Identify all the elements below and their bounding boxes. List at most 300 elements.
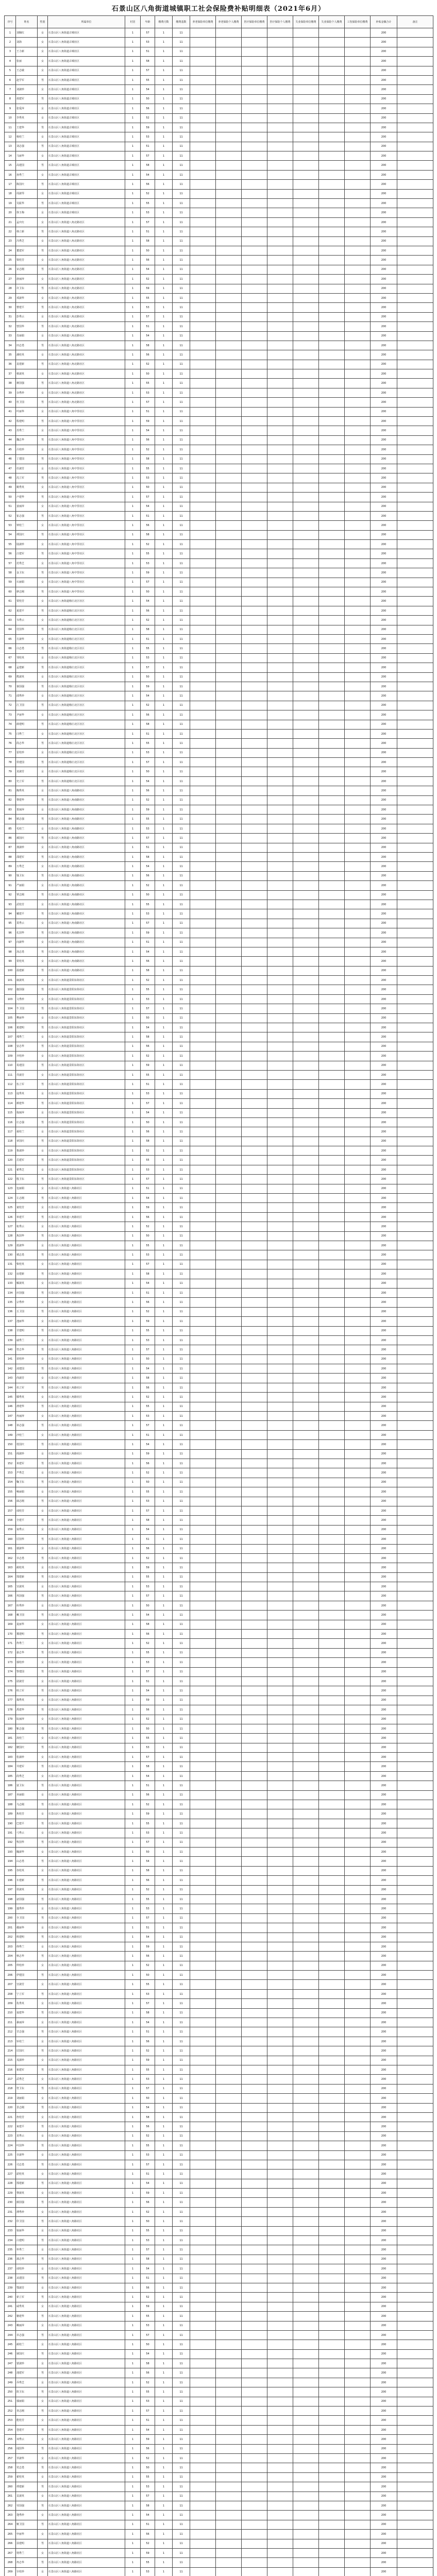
table-row xyxy=(5,1525,433,1534)
cell-unit: 石景山区八角街道八角路社区 xyxy=(48,1478,125,1487)
cell-medical-personal xyxy=(267,369,293,379)
cell-pay-months: 1 xyxy=(155,1676,173,1686)
cell-age: 56 xyxy=(141,1042,155,1051)
cell-injury xyxy=(345,1553,371,1563)
cell-village: 1 xyxy=(125,322,141,331)
cell-medical xyxy=(242,142,267,151)
cell-pension xyxy=(190,1421,216,1430)
cell-village: 1 xyxy=(125,2189,141,2198)
cell-subsidy-total: 200 xyxy=(371,758,397,767)
cell-village: 1 xyxy=(125,1563,141,1572)
cell-gender: 女 xyxy=(38,38,48,47)
cell-unemp-personal xyxy=(319,2283,345,2292)
cell-pension-personal xyxy=(216,2302,242,2311)
cell-pay-months: 1 xyxy=(155,625,173,634)
cell-base: 11 xyxy=(173,2236,190,2245)
cell-gender: 女 xyxy=(38,767,48,776)
cell-subsidy-total: 200 xyxy=(371,2236,397,2245)
cell-unit: 石景山区八角街道古城社区 xyxy=(48,170,125,179)
cell-village: 1 xyxy=(125,350,141,360)
cell-medical-personal xyxy=(267,1374,293,1383)
cell-pay-months: 1 xyxy=(155,1989,173,1998)
cell-unemp-personal xyxy=(319,852,345,861)
cell-village: 1 xyxy=(125,2416,141,2425)
cell-seq: 99 xyxy=(5,957,16,966)
cell-unit: 石景山区八角街道八角路社区 xyxy=(48,2293,125,2302)
cell-base: 11 xyxy=(173,578,190,587)
cell-unemployment xyxy=(293,795,319,805)
cell-pension-personal xyxy=(216,1667,242,1676)
cell-medical xyxy=(242,454,267,464)
cell-remark xyxy=(397,1980,433,1989)
cell-base: 11 xyxy=(173,1374,190,1383)
cell-gender: 女 xyxy=(38,256,48,265)
cell-subsidy-total: 200 xyxy=(371,2520,397,2529)
table-row xyxy=(5,1724,433,1733)
cell-base: 11 xyxy=(173,2056,190,2065)
cell-pay-months: 1 xyxy=(155,2511,173,2520)
table-row xyxy=(5,1942,433,1951)
cell-name: 石丽娟 xyxy=(16,578,38,587)
cell-name: 杨桂兰 xyxy=(16,132,38,142)
cell-pay-months: 1 xyxy=(155,2312,173,2321)
cell-name: 陈国庆 xyxy=(16,180,38,189)
cell-remark xyxy=(397,398,433,407)
cell-subsidy-total: 200 xyxy=(371,776,397,786)
cell-unit: 石景山区八角街道八角路社区 xyxy=(48,2406,125,2416)
cell-name: 巫丽娟 xyxy=(16,1790,38,1800)
cell-unemp-personal xyxy=(319,189,345,198)
cell-remark xyxy=(397,729,433,738)
cell-pay-months: 1 xyxy=(155,2463,173,2472)
cell-pension xyxy=(190,38,216,47)
cell-unit: 石景山区八角街道八角路社区 xyxy=(48,2321,125,2330)
cell-unemployment xyxy=(293,1553,319,1563)
cell-injury xyxy=(345,28,371,38)
cell-unemp-personal xyxy=(319,1563,345,1572)
cell-subsidy-total: 200 xyxy=(371,2330,397,2340)
cell-pay-months: 1 xyxy=(155,1904,173,1913)
cell-base: 11 xyxy=(173,1885,190,1894)
cell-pay-months: 1 xyxy=(155,2027,173,2037)
cell-subsidy-total: 200 xyxy=(371,1648,397,1657)
cell-gender: 男 xyxy=(38,2463,48,2472)
cell-age: 57 xyxy=(141,2330,155,2340)
cell-medical-personal xyxy=(267,1070,293,1079)
cell-pension xyxy=(190,957,216,966)
cell-pay-months: 1 xyxy=(155,1212,173,1222)
cell-pay-months: 1 xyxy=(155,672,173,682)
cell-pension xyxy=(190,1800,216,1809)
cell-medical-personal xyxy=(267,1393,293,1402)
cell-subsidy-total: 200 xyxy=(371,1696,397,1705)
cell-subsidy-total: 200 xyxy=(371,1212,397,1222)
cell-injury xyxy=(345,1393,371,1402)
cell-pension-personal xyxy=(216,1800,242,1809)
cell-pension-personal xyxy=(216,1648,242,1657)
cell-unemployment xyxy=(293,776,319,786)
cell-seq: 122 xyxy=(5,1175,16,1184)
cell-unemployment xyxy=(293,293,319,302)
cell-medical xyxy=(242,293,267,302)
cell-injury xyxy=(345,625,371,634)
cell-injury xyxy=(345,672,371,682)
cell-base: 11 xyxy=(173,2492,190,2501)
cell-seq: 151 xyxy=(5,1449,16,1459)
cell-age: 51 xyxy=(141,2027,155,2037)
cell-village: 1 xyxy=(125,663,141,672)
cell-age: 57 xyxy=(141,1838,155,1847)
cell-remark xyxy=(397,1611,433,1620)
cell-pension xyxy=(190,94,216,104)
cell-unit: 石景山区八角街道八角中里社区 xyxy=(48,426,125,435)
cell-age: 54 xyxy=(141,2425,155,2434)
cell-age: 56 xyxy=(141,2368,155,2378)
table-row xyxy=(5,1591,433,1601)
cell-subsidy-total: 200 xyxy=(371,2056,397,2065)
cell-subsidy-total: 200 xyxy=(371,2340,397,2349)
cell-unemployment xyxy=(293,1269,319,1279)
cell-village: 1 xyxy=(125,994,141,1004)
table-row xyxy=(5,445,433,454)
cell-unit: 石景山区八角街道八角路社区 xyxy=(48,1630,125,1639)
cell-gender: 女 xyxy=(38,900,48,909)
table-row xyxy=(5,341,433,350)
cell-village: 1 xyxy=(125,1620,141,1629)
cell-seq: 182 xyxy=(5,1743,16,1752)
cell-seq: 246 xyxy=(5,2349,16,2359)
cell-unemployment xyxy=(293,578,319,587)
cell-pension-personal xyxy=(216,1430,242,1439)
cell-age: 53 xyxy=(141,1335,155,1345)
cell-unemp-personal xyxy=(319,2406,345,2416)
cell-unemp-personal xyxy=(319,1743,345,1752)
cell-pension-personal xyxy=(216,104,242,113)
cell-village: 1 xyxy=(125,928,141,938)
cell-subsidy-total: 200 xyxy=(371,1923,397,1933)
cell-remark xyxy=(397,815,433,824)
cell-unemployment xyxy=(293,2548,319,2557)
table-row xyxy=(5,1705,433,1715)
cell-injury xyxy=(345,1004,371,1013)
cell-seq: 228 xyxy=(5,2179,16,2188)
cell-remark xyxy=(397,862,433,871)
cell-base: 11 xyxy=(173,435,190,445)
cell-injury xyxy=(345,758,371,767)
cell-pension-personal xyxy=(216,2027,242,2037)
cell-medical-personal xyxy=(267,2207,293,2216)
cell-seq: 224 xyxy=(5,2141,16,2150)
cell-injury xyxy=(345,75,371,84)
cell-pension xyxy=(190,1061,216,1070)
cell-injury xyxy=(345,180,371,189)
cell-name: 姬卫国 xyxy=(16,2520,38,2529)
cell-medical xyxy=(242,1667,267,1676)
cell-remark xyxy=(397,2170,433,2179)
cell-medical-personal xyxy=(267,1591,293,1601)
cell-subsidy-total: 200 xyxy=(371,493,397,502)
cell-unemployment xyxy=(293,1743,319,1752)
cell-pension-personal xyxy=(216,1393,242,1402)
cell-seq: 219 xyxy=(5,2094,16,2103)
cell-gender: 男 xyxy=(38,493,48,502)
cell-village: 1 xyxy=(125,758,141,767)
cell-injury xyxy=(345,445,371,454)
cell-unemp-personal xyxy=(319,890,345,900)
table-row xyxy=(5,1326,433,1335)
cell-unit: 石景山区八角街道八角中里社区 xyxy=(48,473,125,483)
cell-pension xyxy=(190,663,216,672)
cell-gender: 男 xyxy=(38,682,48,691)
table-row xyxy=(5,1250,433,1260)
cell-subsidy-total: 200 xyxy=(371,1961,397,1970)
cell-gender: 男 xyxy=(38,2368,48,2378)
cell-unemployment xyxy=(293,2368,319,2378)
table-row xyxy=(5,2435,433,2444)
cell-medical-personal xyxy=(267,1790,293,1800)
cell-pension-personal xyxy=(216,2160,242,2169)
cell-pension-personal xyxy=(216,208,242,217)
table-row xyxy=(5,1393,433,1402)
cell-gender: 男 xyxy=(38,2217,48,2226)
cell-medical xyxy=(242,767,267,776)
cell-pay-months: 1 xyxy=(155,236,173,246)
cell-pay-months: 1 xyxy=(155,994,173,1004)
cell-medical xyxy=(242,1705,267,1715)
cell-injury xyxy=(345,1317,371,1326)
cell-injury xyxy=(345,938,371,947)
cell-name: 鄂淑芳 xyxy=(16,2283,38,2292)
cell-base: 11 xyxy=(173,2198,190,2207)
cell-base: 11 xyxy=(173,1497,190,1506)
cell-pension xyxy=(190,2548,216,2557)
cell-name: 刘佩红 xyxy=(16,28,38,38)
cell-pay-months: 1 xyxy=(155,104,173,113)
cell-pay-months: 1 xyxy=(155,691,173,701)
cell-pension xyxy=(190,331,216,341)
cell-injury xyxy=(345,1743,371,1752)
cell-name: 应国强 xyxy=(16,1288,38,1297)
cell-village: 1 xyxy=(125,1734,141,1743)
cell-age: 56 xyxy=(141,180,155,189)
cell-subsidy-total: 200 xyxy=(371,2312,397,2321)
cell-pay-months: 1 xyxy=(155,530,173,539)
cell-age: 55 xyxy=(141,1819,155,1828)
cell-gender: 男 xyxy=(38,1630,48,1639)
cell-seq: 198 xyxy=(5,1894,16,1904)
cell-village: 1 xyxy=(125,2501,141,2510)
cell-medical-personal xyxy=(267,1809,293,1819)
cell-unemp-personal xyxy=(319,2103,345,2112)
cell-medical-personal xyxy=(267,1250,293,1260)
cell-injury xyxy=(345,691,371,701)
cell-gender: 男 xyxy=(38,2255,48,2264)
cell-base: 11 xyxy=(173,1117,190,1127)
cell-subsidy-total: 200 xyxy=(371,454,397,464)
cell-medical xyxy=(242,2330,267,2340)
cell-seq: 116 xyxy=(5,1117,16,1127)
cell-unemp-personal xyxy=(319,1923,345,1933)
cell-injury xyxy=(345,1961,371,1970)
cell-subsidy-total: 200 xyxy=(371,815,397,824)
cell-village: 1 xyxy=(125,890,141,900)
cell-subsidy-total: 200 xyxy=(371,1326,397,1335)
cell-unemp-personal xyxy=(319,1080,345,1089)
table-row xyxy=(5,1676,433,1686)
cell-village: 1 xyxy=(125,1307,141,1316)
cell-base: 11 xyxy=(173,862,190,871)
cell-medical xyxy=(242,1165,267,1174)
cell-pay-months: 1 xyxy=(155,28,173,38)
cell-pension-personal xyxy=(216,1478,242,1487)
cell-unemployment xyxy=(293,1904,319,1913)
cell-pension xyxy=(190,1335,216,1345)
cell-pay-months: 1 xyxy=(155,1838,173,1847)
cell-pension-personal xyxy=(216,776,242,786)
cell-remark xyxy=(397,1734,433,1743)
cell-pension xyxy=(190,1288,216,1297)
cell-village: 1 xyxy=(125,2141,141,2150)
cell-gender: 女 xyxy=(38,464,48,473)
cell-remark xyxy=(397,2302,433,2311)
cell-remark xyxy=(397,1137,433,1146)
cell-medical-personal xyxy=(267,976,293,985)
cell-pay-months: 1 xyxy=(155,2160,173,2169)
cell-unemp-personal xyxy=(319,1611,345,1620)
cell-pay-months: 1 xyxy=(155,1923,173,1933)
cell-remark xyxy=(397,2236,433,2245)
cell-medical xyxy=(242,1648,267,1657)
cell-unit: 石景山区八角街道八角路社区 xyxy=(48,2340,125,2349)
cell-medical xyxy=(242,1989,267,1998)
cell-age: 53 xyxy=(141,748,155,757)
cell-village: 1 xyxy=(125,2444,141,2453)
cell-unit: 石景山区八角街道八角路社区 xyxy=(48,1345,125,1354)
cell-medical xyxy=(242,1127,267,1137)
cell-gender: 男 xyxy=(38,1781,48,1790)
cell-medical-personal xyxy=(267,1553,293,1563)
cell-pension xyxy=(190,2094,216,2103)
cell-pension-personal xyxy=(216,2150,242,2160)
cell-unit: 石景山区八角街道八角路社区 xyxy=(48,2103,125,2112)
cell-subsidy-total: 200 xyxy=(371,1402,397,1411)
cell-gender: 男 xyxy=(38,606,48,615)
cell-base: 11 xyxy=(173,1838,190,1847)
cell-pension-personal xyxy=(216,928,242,938)
cell-pension-personal xyxy=(216,1459,242,1468)
cell-pension-personal xyxy=(216,236,242,246)
cell-medical xyxy=(242,1156,267,1165)
cell-pension xyxy=(190,2406,216,2416)
cell-base: 11 xyxy=(173,843,190,852)
cell-subsidy-total: 200 xyxy=(371,1459,397,1468)
cell-unemployment xyxy=(293,57,319,66)
cell-age: 53 xyxy=(141,1582,155,1591)
cell-injury xyxy=(345,1023,371,1032)
cell-seq: 41 xyxy=(5,407,16,416)
cell-pension xyxy=(190,748,216,757)
cell-medical-personal xyxy=(267,2131,293,2141)
cell-base: 11 xyxy=(173,1980,190,1989)
table-row xyxy=(5,2340,433,2349)
cell-injury xyxy=(345,2340,371,2349)
cell-gender: 男 xyxy=(38,1402,48,1411)
cell-injury xyxy=(345,985,371,994)
cell-subsidy-total: 200 xyxy=(371,1999,397,2008)
cell-unemp-personal xyxy=(319,1506,345,1515)
cell-pay-months: 1 xyxy=(155,256,173,265)
cell-gender: 女 xyxy=(38,1279,48,1288)
cell-pension-personal xyxy=(216,938,242,947)
cell-base: 11 xyxy=(173,994,190,1004)
table-row xyxy=(5,1070,433,1079)
cell-seq: 22 xyxy=(5,227,16,236)
cell-age: 54 xyxy=(141,2264,155,2274)
cell-unemployment xyxy=(293,786,319,795)
cell-remark xyxy=(397,909,433,919)
cell-subsidy-total: 200 xyxy=(371,322,397,331)
cell-remark xyxy=(397,132,433,142)
cell-village: 1 xyxy=(125,132,141,142)
table-row xyxy=(5,1753,433,1762)
table-row xyxy=(5,2397,433,2406)
table-row xyxy=(5,227,433,236)
cell-base: 11 xyxy=(173,871,190,880)
cell-medical-personal xyxy=(267,350,293,360)
cell-village: 1 xyxy=(125,2435,141,2444)
cell-gender: 男 xyxy=(38,1194,48,1203)
cell-seq: 80 xyxy=(5,776,16,786)
cell-pension-personal xyxy=(216,1601,242,1610)
cell-pension xyxy=(190,720,216,729)
cell-base: 11 xyxy=(173,350,190,360)
cell-pension-personal xyxy=(216,834,242,843)
cell-subsidy-total: 200 xyxy=(371,2558,397,2567)
cell-unemployment xyxy=(293,644,319,653)
cell-pension xyxy=(190,303,216,312)
cell-pension-personal xyxy=(216,1194,242,1203)
cell-medical-personal xyxy=(267,2103,293,2112)
cell-seq: 146 xyxy=(5,1402,16,1411)
cell-village: 1 xyxy=(125,1440,141,1449)
table-row xyxy=(5,28,433,38)
cell-base: 11 xyxy=(173,2112,190,2122)
cell-unemp-personal xyxy=(319,691,345,701)
cell-pension-personal xyxy=(216,568,242,578)
cell-pension xyxy=(190,938,216,947)
cell-pension xyxy=(190,2283,216,2292)
cell-unit: 石景山区八角街道八角路社区 xyxy=(48,1866,125,1875)
cell-unemp-personal xyxy=(319,2558,345,2567)
cell-medical-personal xyxy=(267,2018,293,2027)
table-row xyxy=(5,1468,433,1478)
cell-gender: 女 xyxy=(38,2189,48,2198)
cell-gender: 男 xyxy=(38,1800,48,1809)
table-row xyxy=(5,1402,433,1411)
cell-medical-personal xyxy=(267,2112,293,2122)
cell-unit: 石景山区八角街道八角北路社区 xyxy=(48,275,125,284)
cell-unemp-personal xyxy=(319,2312,345,2321)
cell-name: 范秀芝 xyxy=(16,558,38,568)
cell-remark xyxy=(397,2018,433,2027)
cell-medical-personal xyxy=(267,1980,293,1989)
cell-unit: 石景山区八角街道八角路社区 xyxy=(48,1421,125,1430)
cell-village: 1 xyxy=(125,1383,141,1392)
cell-subsidy-total: 200 xyxy=(371,1753,397,1762)
cell-unemp-personal xyxy=(319,1317,345,1326)
cell-pay-months: 1 xyxy=(155,2359,173,2368)
cell-remark xyxy=(397,710,433,720)
